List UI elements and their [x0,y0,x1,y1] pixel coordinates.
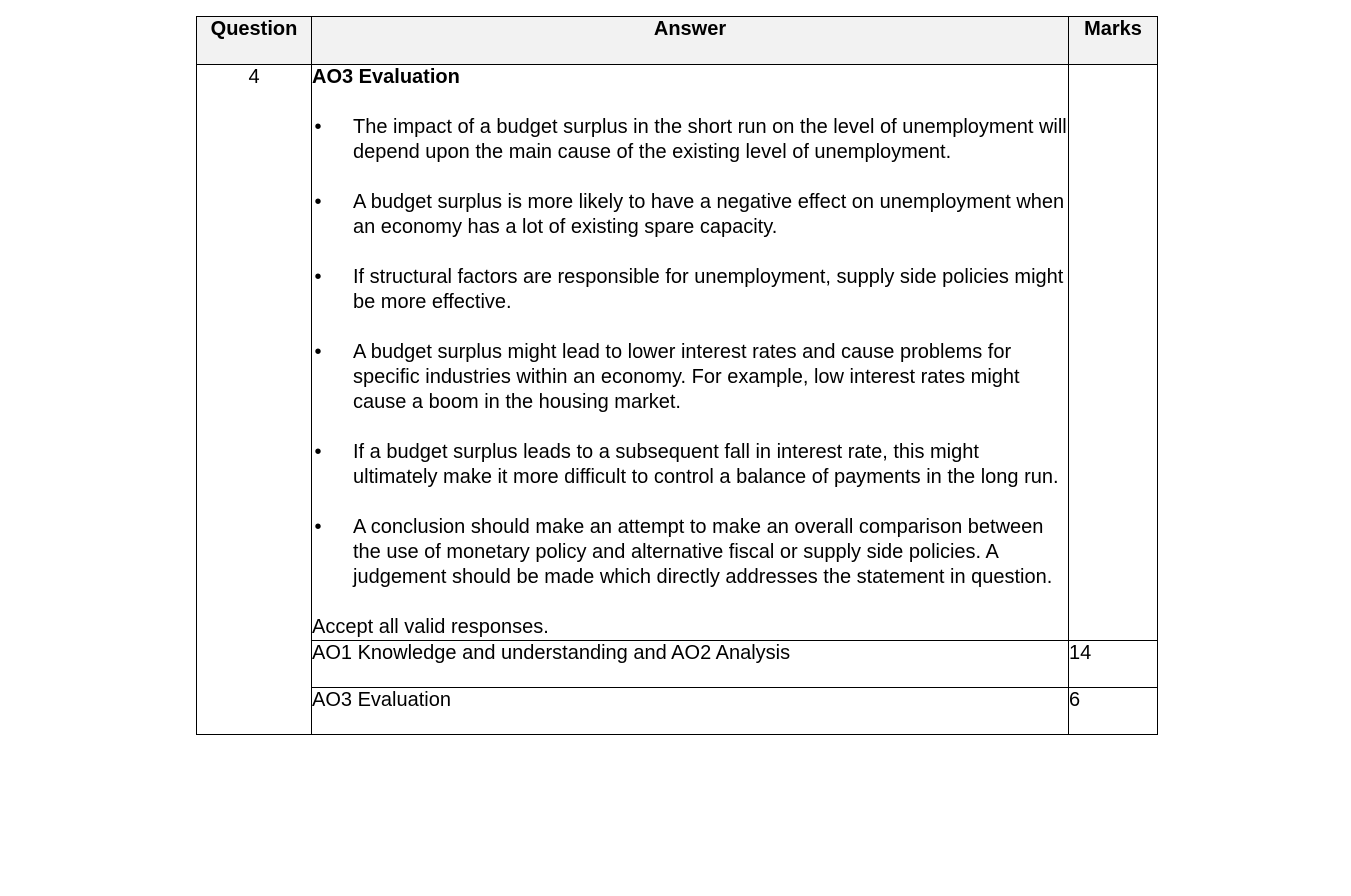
list-item [312,515,1068,590]
bullet-icon: • [314,341,322,363]
list-item [312,190,1068,240]
point-text: A conclusion should make an attempt to make an overall comparison between the use of monetary policy and alternative fiscal or supply side policies. A judgement should be made which directly addresses the statement in question. [353,516,1053,588]
accept-note: Accept all valid responses. [312,616,549,638]
summary-marks: 14 [1069,641,1158,688]
bullet-icon: • [314,191,322,213]
question-number: 4 [197,65,312,735]
mark-scheme-table [196,16,1158,735]
summary-row [197,688,1158,735]
point-text: The impact of a budget surplus in the short run on the level of unemployment will depend upon the main cause of the existing level of unemployment. [353,116,1067,163]
bullet-icon: • [314,441,322,463]
answer-column-header: Answer [312,17,1069,65]
evaluation-points-list [312,115,1068,590]
marks-cell-empty [1069,65,1158,641]
point-text: A budget surplus is more likely to have a negative effect on unemployment when an economy has a lot of existing spare capacity. [353,191,1065,238]
bullet-icon: • [314,266,322,288]
list-item [312,265,1068,315]
point-text: If a budget surplus leads to a subsequent fall in interest rate, this might ultimately make it more difficult to control a balance of payments in the long run. [353,441,1059,488]
answer-cell [312,65,1069,641]
header-row [197,17,1158,65]
marks-column-header: Marks [1069,17,1158,65]
answer-row [197,65,1158,641]
list-item [312,340,1068,415]
section-heading: AO3 Evaluation [312,66,460,88]
summary-label: AO3 Evaluation [312,688,1069,735]
bullet-icon: • [314,116,322,138]
bullet-icon: • [314,516,322,538]
point-text: A budget surplus might lead to lower interest rates and cause problems for specific industries within an economy. For example, low interest rates might cause a boom in the housing market. [353,341,1020,413]
summary-marks: 6 [1069,688,1158,735]
point-text: If structural factors are responsible for unemployment, supply side policies might be more effective. [353,266,1064,313]
list-item [312,115,1068,165]
question-column-header: Question [197,17,312,65]
summary-row [197,641,1158,688]
list-item [312,440,1068,490]
summary-label: AO1 Knowledge and understanding and AO2 Analysis [312,641,1069,688]
